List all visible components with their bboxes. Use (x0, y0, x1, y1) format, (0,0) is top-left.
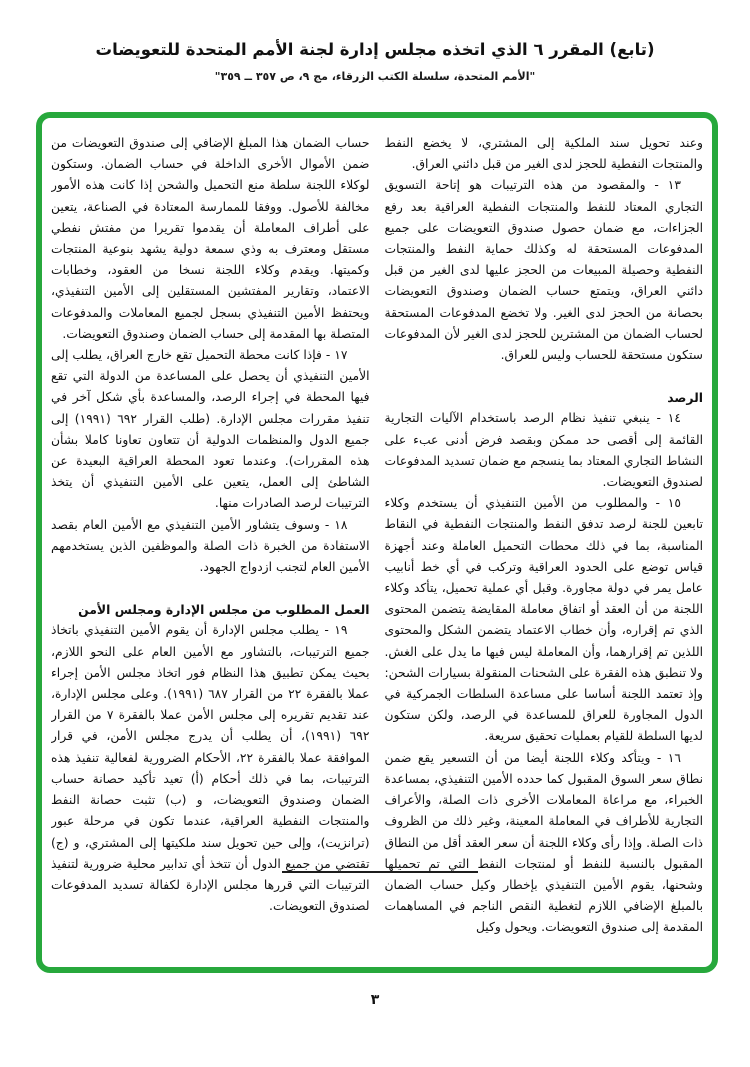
section-heading: العمل المطلوب من مجلس الإدارة ومجلس الأمن (78, 602, 370, 618)
paragraph: حساب الضمان هذا المبلغ الإضافي إلى صندوق التعويضات من ضمن الأموال الأخرى الداخلة في حساب الضمان. وستكون لوكلاء اللجنة سلطة منع التحميل والشحن إذا كانت هذه الأمور مخالفة للأصول. ووفقا للممارسة المعتادة في الصناعة، يتعين على أطراف المعاملة أن يقدموا تقريرا من مفتش نفطي مستقل ومعترف به وذي سمعة دولية يشهد بنوعية المنتجات وكميتها. ويقدم وكلاء اللجنة نسخا من العقود، وخطابات الاعتماد، وتقارير المفتشين المستقلين إلى الأمين التنفيذي، ويحتفظ الأمين التنفيذي بسجل لجميع المعاملات والمدفوعات المتصلة بها المقدمة إلى حساب الضمان وصندوق التعويضات. (51, 136, 370, 341)
paragraph: ١٨ - وسوف يتشاور الأمين التنفيذي مع الأمين العام بقصد الاستفادة من الخبرة ذات الصلة والموظفين الذين يستخدمهم الأمين العام لتجنب ازدواج الجهود. (51, 517, 370, 575)
paragraph: ١٩ - يطلب مجلس الإدارة أن يقوم الأمين التنفيذي باتخاذ جميع الترتيبات، بالتشاور مع الأمين العام على النحو اللازم، بحيث يمكن تطبيق هذا النظام فور اتخاذ مجلس الأمن إجراء عملا بالفقرة ٢٢ من القرار ٦٨٧ (١٩٩١). وعلى مجلس الإدارة، عند تقديم تقريره إلى مجلس الأمن عملا بالفقرة ٧ من القرار ٦٩٢ (١٩٩١)، أن يطلب أن يدرج مجلس الأمن، في قرار الموافقة عملا بالفقرة ٢٢، الأحكام الضرورية لفعالية تنفيذ هذه الترتيبات، بما في ذلك أحكام (أ) تعيد تأكيد حصانة حساب الضمان وصندوق التعويضات، و (ب) تثبت حصانة النفط والمنتجات النفطية العراقية، عندما تكون في مرحلة عبور (ترانزيت)، وإلى حين تحويل سند ملكيتها إلى المشتري، و (ج) تقتضي من جميع الدول أن تتخذ أي تدابير محلية ضرورية لتنفيذ الترتيبات التي قررها مجلس الإدارة لكفالة تسديد المدفوعات لصندوق التعويضات. (51, 623, 370, 914)
paragraph: ١٦ - ويتأكد وكلاء اللجنة أيضا من أن التسعير يقع ضمن نطاق سعر السوق المقبول كما حدده الأمين التنفيذي، بمساعدة الخبراء، مع مراعاة المعاملات الأخرى ذات الصلة، والأعراف التجارية للأطراف في المعاملة المعينة، وغير ذلك من الظروف ذات الصلة. وإذا رأى وكلاء اللجنة أن سعر العقد أقل من النطاق المقبول بالنسبة للنفط أو لمنتجات النفط التي تم تحميلها وشحنها، يقوم الأمين التنفيذي بإخطار وكيل حساب الضمان بالمبلغ الإضافي اللازم لتغطية النقص الناجم في المساهمات المقدمة إلى صندوق التعويضات. ويحول وكيل (384, 750, 703, 935)
paragraph: ١٧ - فإذا كانت محطة التحميل تقع خارج العراق، يطلب إلى الأمين التنفيذي أن يحصل على المساعدة من الدولة التي تقع فيها المحطة في إجراء الرصد، والمساعدة بأي شكل آخر في تنفيذ مقررات مجلس الإدارة. (طلب القرار ٦٩٢ (١٩٩١) إلى جميع الدول والمنظمات الدولية أن تتعاون تعاونا كاملا بشأن هذه المقررات). وعندما تعود المحطة العراقية البعيدة عن الشاطئ إلى العمل، يتعين على الأمين التنفيذي أن يتخذ الترتيبات لرصد الصادرات منها. (51, 348, 370, 511)
text-column-left (51, 133, 370, 957)
footnote-rule (282, 871, 478, 873)
page-number: ٣ (370, 992, 380, 1008)
paragraph: وعند تحويل سند الملكية إلى المشتري، لا يخضع النفط والمنتجات النفطية للحجز لدى الغير من قبل دائني العراق. (384, 136, 703, 172)
text-columns (42, 118, 712, 967)
section-heading: الرصد (667, 390, 703, 406)
text-column-right (385, 133, 704, 957)
document-subtitle: "الأمم المتحدة، سلسلة الكتب الزرقاء، مج ٩، ص ٣٥٧ ــ ٣٥٩" (214, 70, 536, 83)
content-frame (36, 112, 718, 973)
paragraph: ١٣ - والمقصود من هذه الترتيبات هو إتاحة التسويق التجاري المعتاد للنفط والمنتجات النفطية العراقية بعد رفع الجزاءات، مع ضمان حصول صندوق التعويضات على جميع المدفوعات المستحقة له وكذلك حماية النفط والمنتجات النفطية وحصيلة المبيعات من الحجز عليها لدى الغير من قبل دائني العراق، ويتمتع حساب الضمان وصندوق التعويضات بحصانة من الحجز لدى الغير. ولا تخضع المدفوعات المستحقة لحساب الضمان من المشترين للحجز لدى الغير لأن المدفوعات ستكون مستحقة للحساب وليس للعراق. (384, 178, 703, 363)
paragraph: ١٥ - والمطلوب من الأمين التنفيذي أن يستخدم وكلاء تابعين للجنة لرصد تدفق النفط والمنتجات النفطية في النقاط المناسبة، بما في ذلك محطات التحميل العاملة وعند أجهزة قياس توضع على الحدود العراقية وتركب في أي خط أنابيب عامل يمر في دولة مجاورة. وقبل أي عملية تحميل، يتأكد وكلاء اللجنة من أن العقد أو اتفاق معاملة المقايضة يتضمن المحتوى الذي تم إقراره، وأن خطاب الاعتماد يتضمن الشكل والمحتوى اللذين تم إقرارهما، وأن المعاملة ليس فيها ما يدل على الغش. ولا تنطبق هذه الفقرة على الشحنات المنقولة بسيارات الشحن: وإذ تعتمد اللجنة أساسا على مساعدة السلطات الجمركية في الدول المجاورة للعراق للمساعدة في الرصد، ولكن ستكون لديها السلطة للقيام بعمليات تحقيق سريعة. (384, 496, 703, 744)
document-title: (تابع) المقرر ٦ الذي اتخذه مجلس إدارة لجنة الأمم المتحدة للتعويضات (95, 40, 655, 59)
paragraph: ١٤ - ينبغي تنفيذ نظام الرصد باستخدام الآليات التجارية القائمة إلى أقصى حد ممكن وبقصد فرض أدنى عبء على النشاط التجاري المعتاد بما ينسجم مع ضمان تسديد المدفوعات لصندوق التعويضات. (384, 411, 703, 490)
document-header (0, 0, 750, 83)
